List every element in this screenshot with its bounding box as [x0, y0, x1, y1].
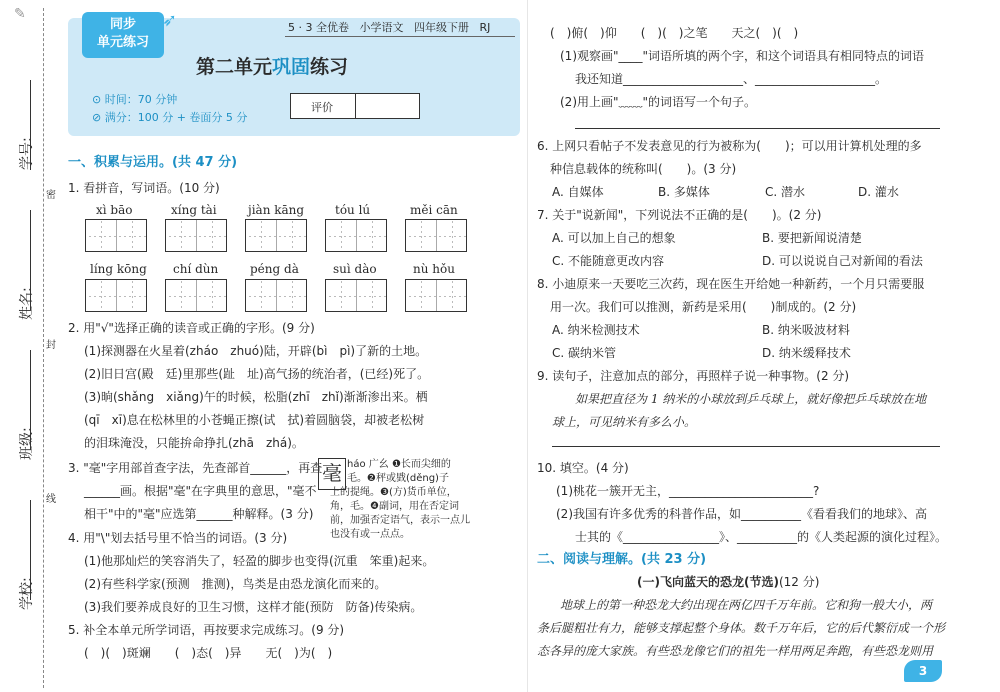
- seal-mark-xian: 线: [46, 494, 56, 505]
- page-number-badge: [904, 660, 942, 682]
- q4-item-2[interactable]: (2)有些科学家(预测 推测)，鸟类是由恐龙演化而来的。: [84, 577, 387, 591]
- q5-sub-2: (2)用上画"﹏﹏"的词语写一个句子。: [560, 95, 757, 109]
- q2-item-2[interactable]: (2)旧日宫(殿 廷)里那些(趾 址)高气扬的统治者，(已经)死了。: [84, 367, 430, 381]
- q2-item-1[interactable]: (1)探测器在火星着(zháo zhuó)陆，开辟(bì pì)了新的土地。: [84, 344, 428, 358]
- writing-grid[interactable]: [85, 219, 147, 252]
- dictionary-line4: 角，毛。❹副词，用在否定词: [330, 501, 459, 512]
- evaluation-divider: [355, 94, 356, 118]
- q2-item-3-cont[interactable]: (qī xī)息在松林里的小苍蝇正擦(试 拭)着圆脑袋，却被老松树: [84, 413, 425, 427]
- q8-line2: 用一次。我们可以推测，新药是采用( )制成的。(2 分): [550, 300, 857, 314]
- q7-option-b[interactable]: B. 要把新闻说清楚: [762, 231, 862, 245]
- pinyin-9: suì dào: [333, 262, 377, 276]
- reading-para-line2: 条后腿粗壮有力，能够支撑起整个身体。数千万年后，它的后代繁衍成一个形: [537, 621, 946, 635]
- reading-para-line1: 地球上的第一种恐龙大约出现在两亿四千万年前。它和狗一般大小，两: [560, 598, 933, 612]
- q3-line1: 3. "毫"字用部首查字法，先查部首______，再查: [68, 461, 323, 475]
- q6-line2: 种信息载体的统称叫( )。(3 分): [550, 162, 737, 176]
- q10-item-2-cont[interactable]: 士其的《________________》、__________的《人类起源的演化过程》。: [575, 530, 948, 544]
- q5-words-row2[interactable]: ( )俯( )仰 ( )( )之笔 天之( )( ): [550, 26, 799, 40]
- school-field[interactable]: [30, 500, 31, 600]
- q7-option-a[interactable]: A. 可以加上自己的想象: [552, 231, 676, 245]
- student-no-label: 学号:: [19, 137, 35, 170]
- grade: 四年级下册: [413, 21, 469, 34]
- seal-mark-feng: 封: [46, 340, 56, 351]
- pinyin-10: nù hǒu: [413, 262, 455, 276]
- q8-option-d[interactable]: D. 纳米缓释技术: [762, 346, 851, 360]
- q7-prompt: 7. 关于"说新闻"，下列说法不正确的是( )。(2 分): [537, 208, 822, 222]
- q9-sample-line1: 如果把直径为 1 纳米的小球放到乒乓球上，就好像把乒乓球放在地: [575, 392, 927, 406]
- q8-option-b[interactable]: B. 纳米吸波材料: [762, 323, 850, 337]
- page-title: [196, 52, 348, 79]
- pinyin-8: péng dà: [250, 262, 299, 276]
- series-name: 5 · 3 全优卷: [288, 21, 349, 34]
- reading-title-text: (一)飞向蓝天的恐龙(节选): [637, 575, 779, 589]
- badge-line1: 同步: [109, 17, 136, 32]
- writing-grid[interactable]: [165, 279, 227, 312]
- binding-dashed-line: [43, 8, 44, 688]
- q7-option-d[interactable]: D. 可以说说自己对新闻的看法: [762, 254, 923, 268]
- seal-mark-mi: 密: [46, 190, 56, 201]
- time-info: ⊙ 时间：70 分钟: [92, 93, 178, 106]
- subject: 小学语文: [359, 21, 404, 34]
- score-info: ⊘ 满分：100 分 + 卷面分 5 分: [92, 111, 248, 124]
- q4-item-3[interactable]: (3)我们要养成良好的卫生习惯，这样才能(预防 防备)传染病。: [84, 600, 423, 614]
- q6-option-a[interactable]: A. 自媒体: [552, 185, 604, 199]
- name-field[interactable]: [30, 210, 31, 310]
- dictionary-line5: 前，加强否定语气，表示一点儿: [330, 515, 470, 526]
- pinyin-3: jiàn kāng: [248, 203, 305, 217]
- q5-prompt: 5. 补全本单元所学词语，再按要求完成练习。(9 分): [68, 623, 345, 637]
- q2-item-3-end[interactable]: 的泪珠淹没，只能拚命挣扎(zhā zhá)。: [84, 436, 304, 450]
- writing-grid[interactable]: [405, 219, 467, 252]
- writing-grid[interactable]: [85, 279, 147, 312]
- q9-sample-line2: 球上，可见纳米有多么小。: [552, 415, 697, 429]
- rocket-logo-icon: ➶: [162, 10, 178, 31]
- q7-option-c[interactable]: C. 不能随意更改内容: [552, 254, 665, 268]
- badge-line2: 单元练习: [96, 35, 149, 50]
- rocket-icon: ✎: [14, 6, 26, 22]
- writing-grid[interactable]: [245, 219, 307, 252]
- student-no-field[interactable]: [30, 80, 31, 170]
- q8-option-a[interactable]: A. 纳米检测技术: [552, 323, 640, 337]
- pinyin-5: měi cān: [410, 203, 458, 217]
- score-text: 满分：100 分 + 卷面分 5 分: [104, 111, 248, 124]
- q10-item-2[interactable]: (2)我国有许多优秀的科普作品，如__________《看看我们的地球》、高: [556, 507, 928, 521]
- dictionary-line6: 也没有或一点点。: [330, 529, 410, 540]
- class-label: 班级:: [19, 427, 35, 460]
- pinyin-7: chí dùn: [173, 262, 219, 276]
- dictionary-line3: 上的提绳。❸(方)货币单位，: [330, 487, 457, 498]
- reading-title: [637, 574, 819, 590]
- pinyin-6: líng kōng: [90, 262, 147, 276]
- section-1-heading: 一、积累与运用。(共 47 分): [68, 155, 238, 170]
- section-2-heading: 二、阅读与理解。(共 23 分): [537, 552, 707, 567]
- pinyin-1: xì bāo: [96, 203, 133, 217]
- header-divider: [285, 36, 515, 37]
- q8-line1: 8. 小迪原来一天要吃三次药，现在医生开给她一种新药，一个月只需要服: [537, 277, 925, 291]
- q6-line1: 6. 上网只看帖子不发表意见的行为被称为( )；可以用计算机处理的多: [537, 139, 922, 153]
- evaluation-box: [290, 93, 420, 119]
- class-field[interactable]: [30, 350, 31, 450]
- reading-points: (12 分): [778, 575, 820, 589]
- school-label: 学校:: [19, 577, 35, 610]
- pinyin-4: tóu lú: [335, 203, 371, 217]
- q4-prompt: 4. 用"\"划去括号里不恰当的词语。(3 分): [68, 531, 288, 545]
- q6-option-c[interactable]: C. 潜水: [765, 185, 806, 199]
- writing-grid[interactable]: [325, 279, 387, 312]
- q6-option-d[interactable]: D. 灌水: [858, 185, 899, 199]
- answer-line[interactable]: [552, 446, 940, 447]
- title-part3: 练习: [310, 56, 349, 78]
- pinyin-2: xíng tài: [171, 203, 217, 217]
- edition: RJ: [479, 21, 491, 34]
- q6-option-b[interactable]: B. 多媒体: [658, 185, 710, 199]
- writing-grid[interactable]: [165, 219, 227, 252]
- page-fold: [527, 0, 528, 692]
- q8-option-c[interactable]: C. 碳纳米管: [552, 346, 617, 360]
- binding-margin: [0, 0, 58, 692]
- evaluation-field[interactable]: [357, 94, 419, 118]
- title-part1: 第二单元: [196, 56, 273, 78]
- q5-sub-1-answer[interactable]: 我还知道____________________、____________________。: [575, 72, 888, 86]
- q2-item-3[interactable]: (3)晌(shǎng xiǎng)午的时候，松脂(zhī zhǐ)渐渐渗出来。栖: [84, 390, 428, 404]
- dictionary-line1: háo 广幺 ❶长而尖细的: [347, 459, 451, 470]
- dictionary-line2: 毛。❷秤或戥(děng)子: [347, 473, 449, 484]
- dictionary-entry-char: 毫: [318, 458, 346, 490]
- q10-item-1[interactable]: (1)桃花一簇开无主，________________________?: [556, 484, 820, 498]
- series-info: [288, 20, 490, 36]
- q3-line3: 相干"中的"毫"应选第______种解释。(3 分): [84, 507, 314, 521]
- time-text: 时间：70 分钟: [104, 93, 178, 106]
- answer-line[interactable]: [575, 128, 940, 129]
- writing-grid[interactable]: [325, 219, 387, 252]
- q3-line2: ______画。根据"毫"在字典里的意思，"毫不: [84, 484, 317, 498]
- q5-sub-1: (1)观察画"____"词语所填的两个字，和这个词语具有相同特点的词语: [560, 49, 925, 63]
- writing-grid[interactable]: [245, 279, 307, 312]
- evaluation-label: 评价: [311, 101, 333, 114]
- name-label: 姓名:: [19, 287, 35, 320]
- unit-badge: [82, 12, 164, 58]
- page-number: 3: [918, 664, 928, 678]
- q1-prompt: 1. 看拼音，写词语。(10 分): [68, 181, 220, 195]
- q2-prompt: 2. 用"√"选择正确的读音或正确的字形。(9 分): [68, 321, 315, 335]
- reading-para-line3: 态各异的庞大家族。有些恐龙像它们的祖先一样用两足奔跑，有些恐龙则用: [537, 644, 934, 658]
- q10-prompt: 10. 填空。(4 分): [537, 461, 629, 475]
- q5-words-row1[interactable]: ( )( )斑斓 ( )态( )异 无( )为( ): [84, 646, 333, 660]
- q9-prompt: 9. 读句子，注意加点的部分，再照样子说一种事物。(2 分): [537, 369, 850, 383]
- title-part2: 巩固: [272, 56, 311, 78]
- q4-item-1[interactable]: (1)他那灿烂的笑容消失了，轻盈的脚步也变得(沉重 笨重)起来。: [84, 554, 435, 568]
- writing-grid[interactable]: [405, 279, 467, 312]
